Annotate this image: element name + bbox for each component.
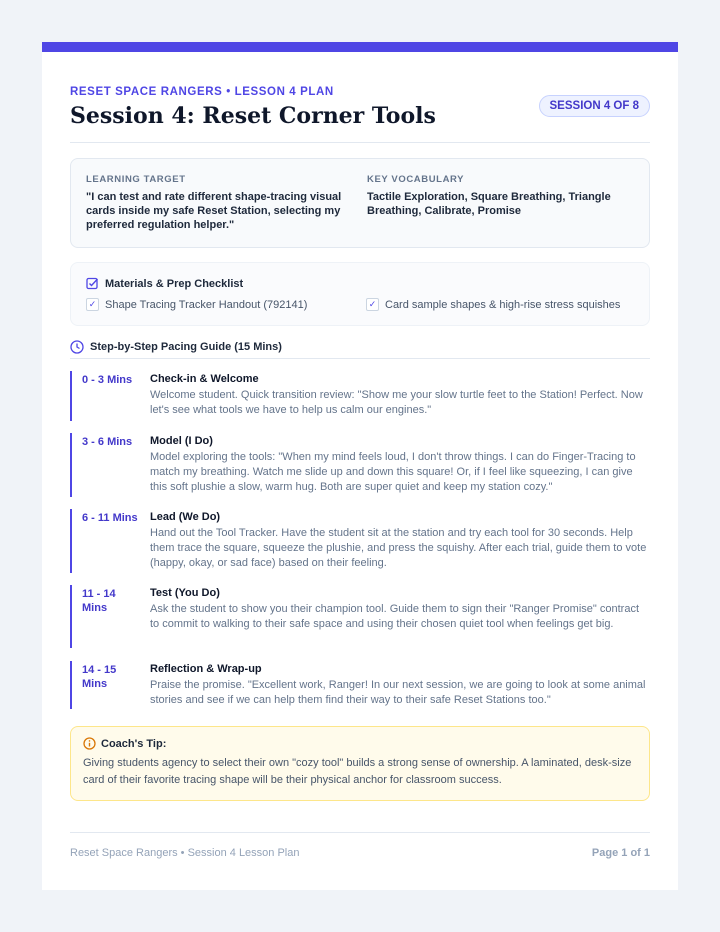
session-badge: SESSION 4 OF 8 [539,95,650,117]
lesson-page [42,42,678,890]
step-description: Hand out the Tool Tracker. Have the student sit at the station and try each tool for 30 seconds. Help them trace the square, squeeze the plushie, and press the squishy. After each trial, guide them to vote (happy, okay, or sad face) based on their feeling. [150,527,647,569]
key-vocabulary-label: KEY VOCABULARY [367,174,465,185]
step-title: Reflection & Wrap-up [150,663,262,675]
coach-tip-heading [83,737,166,750]
step-time: 0 - 3 Mins [82,374,133,386]
coach-tip-title: Coach's Tip: [101,737,167,750]
step-title: Lead (We Do) [150,511,221,523]
checkbox-checked-icon[interactable]: ✓ [366,298,379,311]
step-time: 11 - 14 Mins [82,588,116,614]
materials-heading [86,277,243,290]
pacing-step [70,509,652,573]
step-title: Check-in & Welcome [150,373,259,385]
checklist-item-label: Shape Tracing Tracker Handout (792141) [105,298,308,311]
step-description: Ask the student to show you their champion tool. Guide them to sign their "Ranger Promise" contract to commit to walking to their safe space and using their chosen quiet tool when feelings get big. [150,603,640,630]
accent-bar [42,42,678,52]
info-icon [83,737,96,750]
checklist-icon [86,277,99,290]
step-title: Model (I Do) [150,435,213,447]
coach-tip-panel [70,726,650,801]
checklist-item[interactable] [86,298,307,311]
step-description: Model exploring the tools: "When my mind feels loud, I don't throw things. I can do Finger-Tracing to match my breathing. Watch me slide up and down this square! Or, if I feel like squeezing, I can give this soft plushie a slow, warm hug. Both are super quiet and keep my station cozy." [150,451,636,493]
learning-target-text: "I can test and rate different shape-tracing visual cards inside my safe Reset Station, selecting my preferred regulation helper." [86,191,342,231]
materials-panel [70,262,650,326]
key-vocabulary [367,174,632,218]
step-time: 14 - 15 Mins [82,664,117,690]
step-title: Test (You Do) [150,587,220,599]
checkbox-checked-icon[interactable]: ✓ [86,298,99,311]
learning-target [86,174,356,232]
learning-target-label: LEARNING TARGET [86,174,186,185]
pacing-title: Step-by-Step Pacing Guide (15 Mins) [90,341,282,353]
pacing-divider [70,358,650,359]
page-title: Session 4: Reset Corner Tools [70,103,436,129]
checklist-item-label: Card sample shapes & high-rise stress squishes [385,298,621,311]
coach-tip-text: Giving students agency to select their own "cozy tool" builds a strong sense of ownership. A laminated, desk-size card of their favorite tracing shape will be their physical anchor for classroom success. [83,757,632,786]
checklist-item[interactable] [366,298,620,311]
footer-document-title: Reset Space Rangers • Session 4 Lesson Plan [70,847,300,859]
materials-title: Materials & Prep Checklist [105,277,244,290]
step-time: 6 - 11 Mins [82,512,138,524]
pacing-step [70,585,652,648]
pacing-step [70,661,652,709]
step-time: 3 - 6 Mins [82,436,133,448]
pacing-heading [70,340,282,354]
key-vocabulary-text: Tactile Exploration, Square Breathing, Triangle Breathing, Calibrate, Promise [367,191,611,217]
page-number: Page 1 of 1 [591,847,650,859]
step-description: Welcome student. Quick transition review: "Show me your slow turtle feet to the Station! Perfect. Now let's see what tools we have to help us calm our engines." [150,389,643,416]
clock-icon [70,340,84,354]
pacing-step [70,433,652,497]
footer-divider [70,832,650,833]
learning-target-panel [70,158,650,248]
header-divider [70,142,650,143]
pacing-step [70,371,652,421]
step-description: Praise the promise. "Excellent work, Ranger! In our next session, we are going to look at some animal stories and see if we can help them find their way to their safe Reset Stations too." [150,679,646,706]
series-label: RESET SPACE RANGERS • LESSON 4 PLAN [70,86,334,98]
